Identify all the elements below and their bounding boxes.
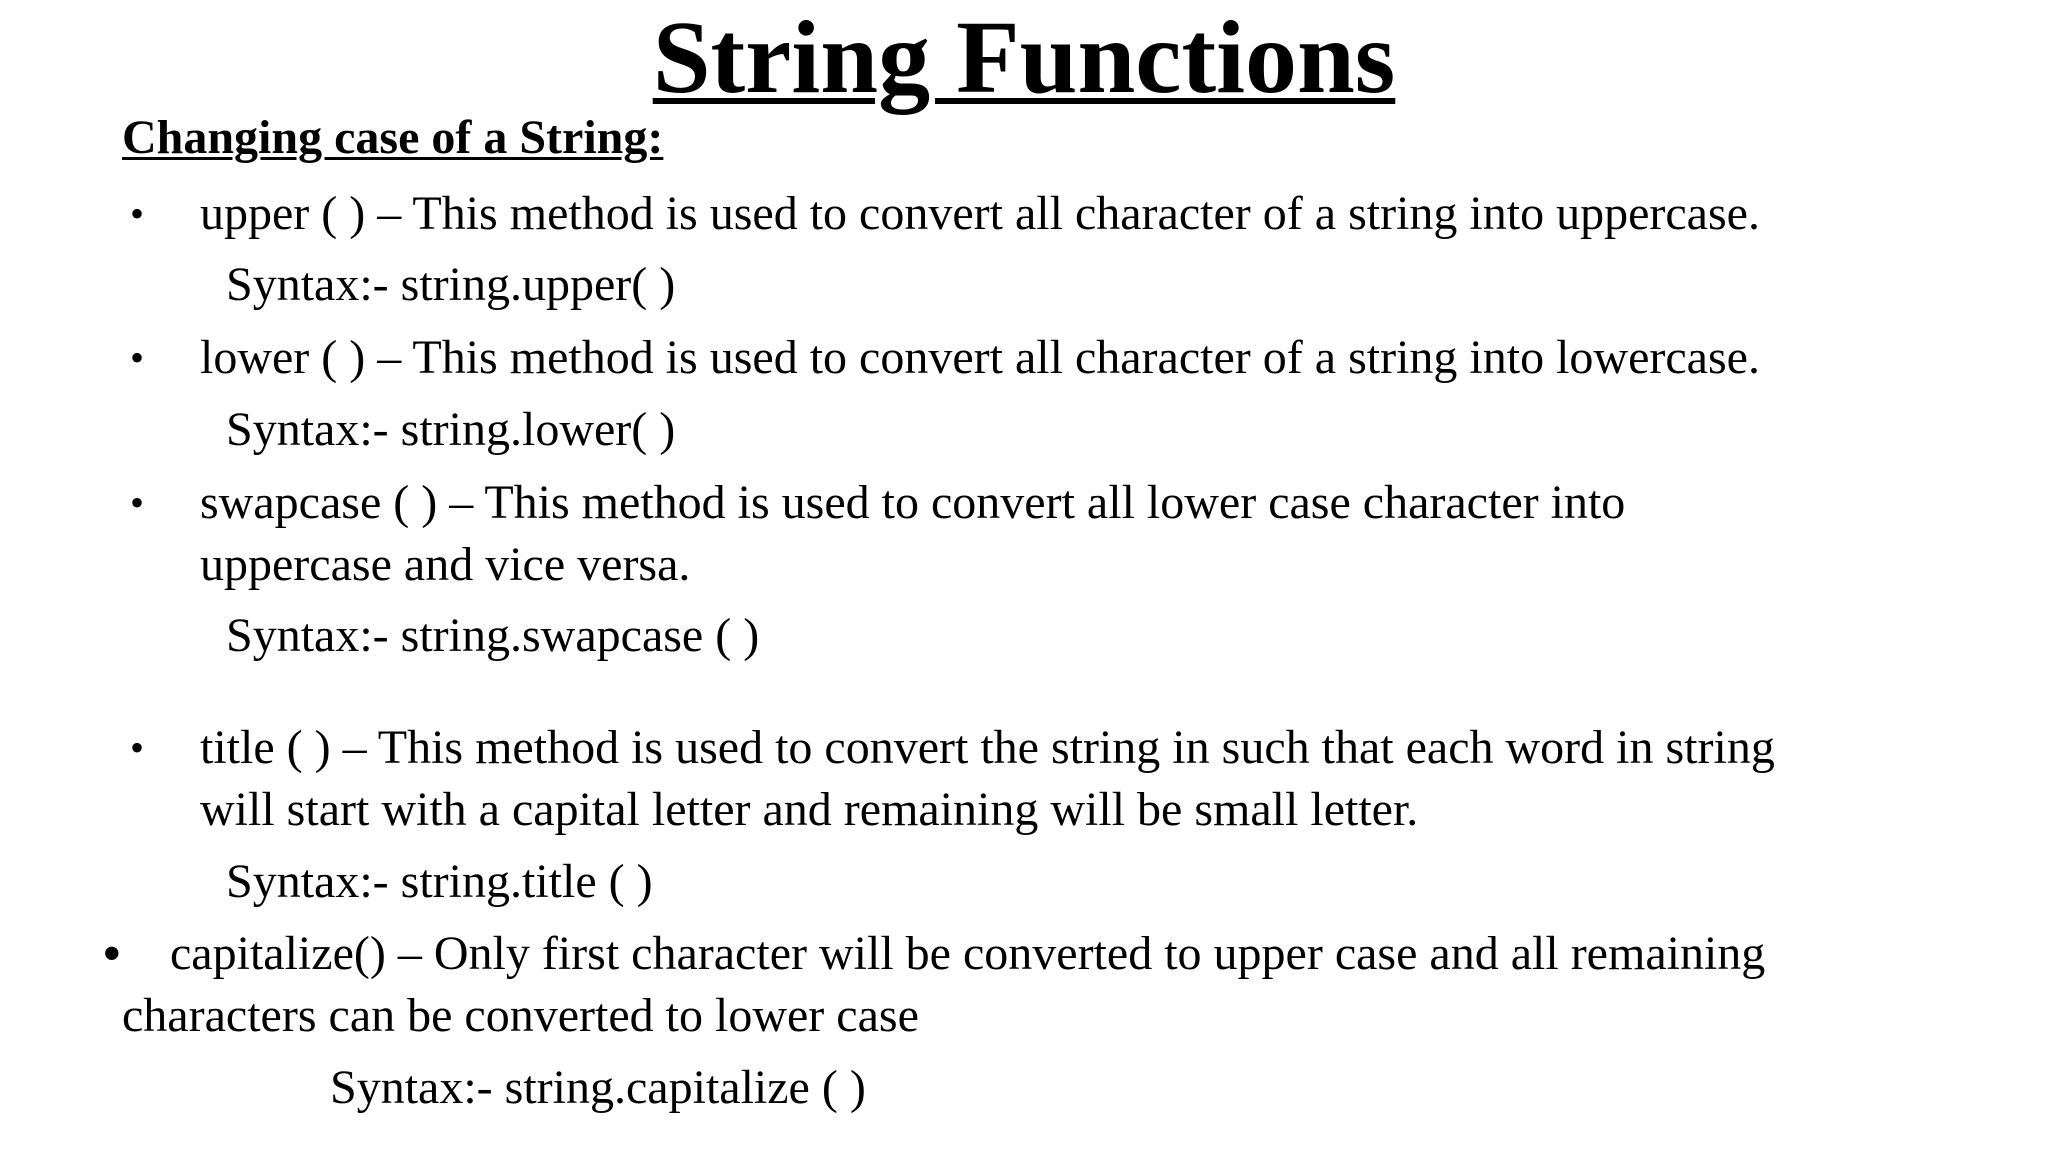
upper-description: upper ( ) – This method is used to convert all character of a string into uppercase.	[200, 187, 1760, 240]
bullet-icon: •	[130, 191, 145, 236]
capitalize-description-line1: capitalize() – Only first character will be converted to upper case and all remaining	[170, 927, 1766, 980]
upper-syntax: Syntax:- string.upper( )	[226, 258, 676, 311]
swapcase-syntax: Syntax:- string.swapcase ( )	[226, 609, 760, 662]
title-description-line1: title ( ) – This method is used to convert the string in such that each word in string	[200, 721, 1775, 774]
capitalize-description-line2: characters can be converted to lower case	[122, 989, 919, 1042]
bullet-icon: •	[130, 725, 145, 770]
section-heading: Changing case of a String:	[122, 111, 664, 164]
bullet-icon: •	[102, 923, 122, 985]
capitalize-syntax: Syntax:- string.capitalize ( )	[330, 1061, 866, 1114]
lower-description: lower ( ) – This method is used to convert all character of a string into lowercase.	[200, 331, 1760, 384]
swapcase-description-line2: uppercase and vice versa.	[200, 538, 691, 591]
slide-title: String Functions	[652, 0, 1396, 115]
bullet-icon: •	[130, 335, 145, 380]
title-description-line2: will start with a capital letter and remaining will be small letter.	[200, 783, 1419, 836]
bullet-icon: •	[130, 480, 145, 525]
title-syntax: Syntax:- string.title ( )	[226, 855, 653, 908]
lower-syntax: Syntax:- string.lower( )	[226, 403, 676, 456]
swapcase-description-line1: swapcase ( ) – This method is used to convert all lower case character into	[200, 476, 1626, 529]
